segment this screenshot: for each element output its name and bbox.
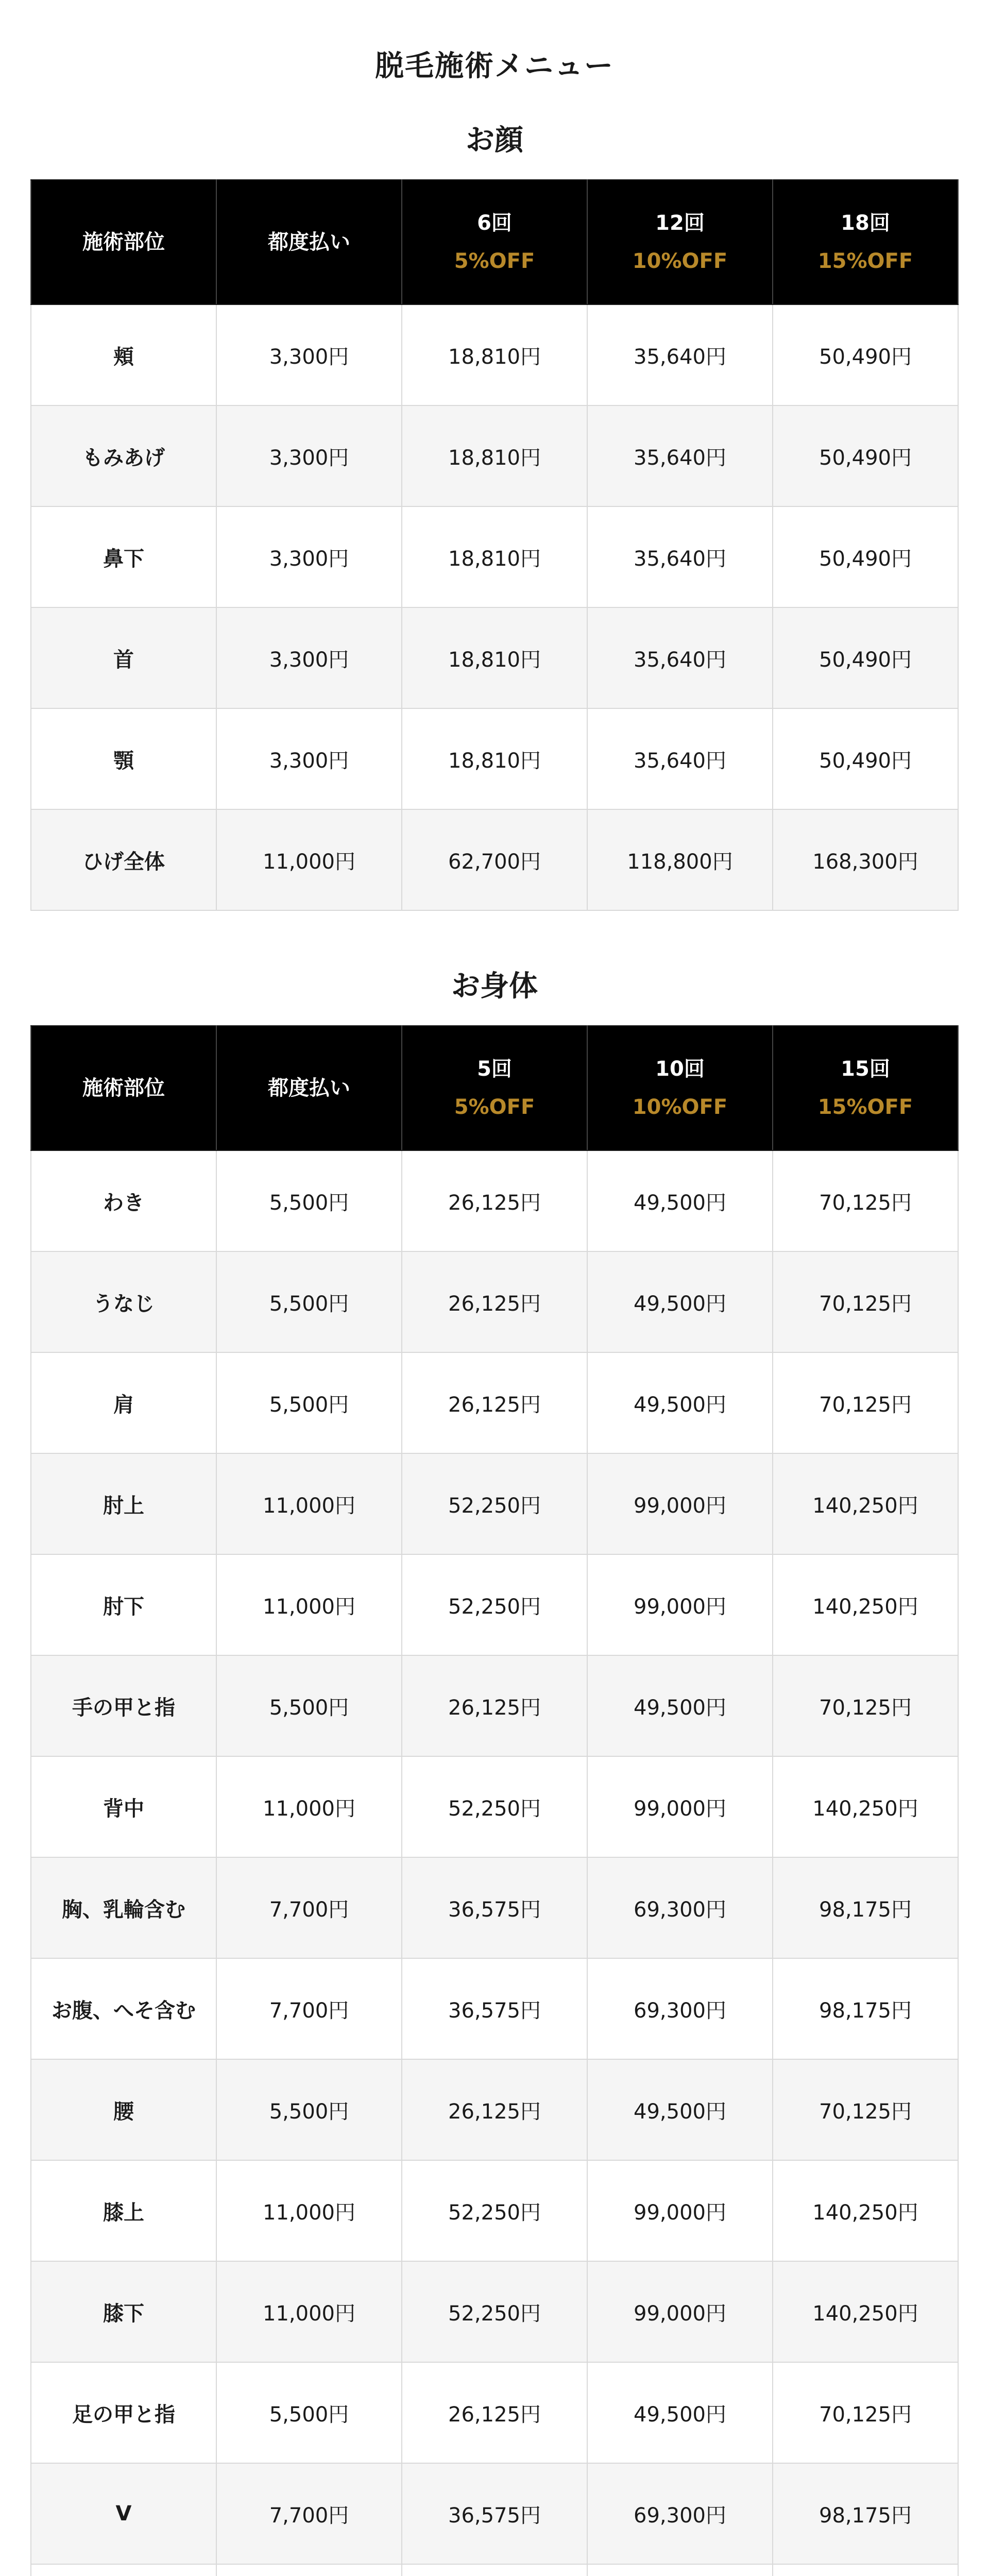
table-row bbox=[31, 1352, 958, 1453]
table-row bbox=[31, 1756, 958, 1857]
header-part: 施術部位 bbox=[31, 1026, 216, 1150]
cell-course-3-price: 70,125円 bbox=[773, 1150, 958, 1251]
cell-course-3-price: 140,250円 bbox=[773, 1554, 958, 1655]
page-title: 脱毛施術メニュー bbox=[375, 49, 614, 83]
cell-single-price: 3,300円 bbox=[216, 708, 402, 809]
section-title-body: お身体 bbox=[451, 969, 538, 1003]
body-price-table bbox=[30, 1025, 959, 2576]
cell-course-2-price: 35,640円 bbox=[587, 304, 773, 405]
table-row bbox=[31, 1150, 958, 1251]
cell-course-2-price: 69,300円 bbox=[587, 2463, 773, 2564]
cell-course-1-price: 62,700円 bbox=[402, 809, 587, 910]
cell-single-price bbox=[216, 2564, 402, 2576]
cell-course-3-price: 50,490円 bbox=[773, 708, 958, 809]
cell-course-1-price: 26,125円 bbox=[402, 1251, 587, 1352]
cell-course-3-price: 70,125円 bbox=[773, 1655, 958, 1756]
table-header-row bbox=[31, 1026, 958, 1150]
cell-course-3-price: 50,490円 bbox=[773, 506, 958, 607]
cell-course-1-price: 36,575円 bbox=[402, 1958, 587, 2059]
header-single: 都度払い bbox=[216, 180, 402, 304]
course-discount: 10%OFF bbox=[632, 1095, 728, 1119]
table-row bbox=[31, 506, 958, 607]
cell-single-price: 11,000円 bbox=[216, 1453, 402, 1554]
cell-course-1-price: 18,810円 bbox=[402, 708, 587, 809]
course-count: 15回 bbox=[841, 1057, 890, 1081]
cell-course-3-price: 70,125円 bbox=[773, 1352, 958, 1453]
table-row bbox=[31, 2160, 958, 2261]
cell-single-price: 11,000円 bbox=[216, 1756, 402, 1857]
table-row bbox=[31, 2362, 958, 2463]
cell-course-3-price: 140,250円 bbox=[773, 2160, 958, 2261]
cell-course-3-price: 168,300円 bbox=[773, 809, 958, 910]
header-course-3 bbox=[773, 1026, 958, 1150]
cell-part: お腹、へそ含む bbox=[31, 1958, 216, 2059]
cell-course-3-price: 140,250円 bbox=[773, 1453, 958, 1554]
cell-part: 背中 bbox=[31, 1756, 216, 1857]
cell-course-3-price: 140,250円 bbox=[773, 2261, 958, 2362]
section-title-face: お顔 bbox=[466, 123, 523, 157]
cell-course-3-price: 50,490円 bbox=[773, 304, 958, 405]
table-row bbox=[31, 607, 958, 708]
cell-single-price: 11,000円 bbox=[216, 2261, 402, 2362]
cell-part bbox=[31, 2564, 216, 2576]
cell-single-price: 5,500円 bbox=[216, 1655, 402, 1756]
cell-course-2-price: 35,640円 bbox=[587, 506, 773, 607]
cell-single-price: 3,300円 bbox=[216, 506, 402, 607]
cell-part: 手の甲と指 bbox=[31, 1655, 216, 1756]
cell-course-2-price: 49,500円 bbox=[587, 2059, 773, 2160]
table-row bbox=[31, 1251, 958, 1352]
cell-course-2-price: 99,000円 bbox=[587, 2160, 773, 2261]
table-row bbox=[31, 2564, 958, 2576]
cell-part: 肩 bbox=[31, 1352, 216, 1453]
course-count: 18回 bbox=[841, 211, 890, 235]
cell-single-price: 5,500円 bbox=[216, 1251, 402, 1352]
cell-single-price: 11,000円 bbox=[216, 1554, 402, 1655]
course-discount: 15%OFF bbox=[817, 1095, 913, 1119]
cell-single-price: 5,500円 bbox=[216, 2059, 402, 2160]
cell-course-1-price: 26,125円 bbox=[402, 1352, 587, 1453]
cell-course-1-price: 26,125円 bbox=[402, 1150, 587, 1251]
cell-course-1-price: 36,575円 bbox=[402, 2463, 587, 2564]
face-price-table bbox=[30, 179, 959, 911]
cell-course-3-price: 70,125円 bbox=[773, 2059, 958, 2160]
cell-course-3-price: 140,250円 bbox=[773, 1756, 958, 1857]
cell-course-2-price: 99,000円 bbox=[587, 1756, 773, 1857]
table-row bbox=[31, 1958, 958, 2059]
cell-course-1-price: 52,250円 bbox=[402, 1554, 587, 1655]
course-discount: 10%OFF bbox=[632, 249, 728, 273]
table-row bbox=[31, 1453, 958, 1554]
cell-part: 顎 bbox=[31, 708, 216, 809]
table-row bbox=[31, 1857, 958, 1958]
cell-course-1-price: 52,250円 bbox=[402, 1453, 587, 1554]
cell-course-1-price: 26,125円 bbox=[402, 2362, 587, 2463]
cell-part: 首 bbox=[31, 607, 216, 708]
course-count: 10回 bbox=[655, 1057, 705, 1081]
header-course-3 bbox=[773, 180, 958, 304]
course-discount: 5%OFF bbox=[454, 249, 535, 273]
cell-course-2-price: 49,500円 bbox=[587, 2362, 773, 2463]
cell-course-2-price: 99,000円 bbox=[587, 2261, 773, 2362]
cell-single-price: 5,500円 bbox=[216, 1352, 402, 1453]
course-count: 6回 bbox=[477, 211, 512, 235]
cell-part: 頬 bbox=[31, 304, 216, 405]
cell-course-2-price: 49,500円 bbox=[587, 1150, 773, 1251]
cell-part: わき bbox=[31, 1150, 216, 1251]
cell-course-1-price: 18,810円 bbox=[402, 405, 587, 506]
cell-part: 鼻下 bbox=[31, 506, 216, 607]
cell-course-2-price: 35,640円 bbox=[587, 708, 773, 809]
header-course-2 bbox=[587, 1026, 773, 1150]
cell-course-1-price: 18,810円 bbox=[402, 607, 587, 708]
cell-course-3-price bbox=[773, 2564, 958, 2576]
header-part: 施術部位 bbox=[31, 180, 216, 304]
header-course-1 bbox=[402, 1026, 587, 1150]
cell-part: 肘下 bbox=[31, 1554, 216, 1655]
cell-course-2-price: 35,640円 bbox=[587, 607, 773, 708]
table-row bbox=[31, 304, 958, 405]
cell-course-1-price: 26,125円 bbox=[402, 1655, 587, 1756]
table-row bbox=[31, 2463, 958, 2564]
cell-course-2-price: 49,500円 bbox=[587, 1352, 773, 1453]
course-discount: 5%OFF bbox=[454, 1095, 535, 1119]
table-row bbox=[31, 2261, 958, 2362]
cell-course-2-price: 69,300円 bbox=[587, 1857, 773, 1958]
header-single: 都度払い bbox=[216, 1026, 402, 1150]
cell-course-1-price: 52,250円 bbox=[402, 2160, 587, 2261]
cell-part: もみあげ bbox=[31, 405, 216, 506]
cell-part: 足の甲と指 bbox=[31, 2362, 216, 2463]
table-row bbox=[31, 1655, 958, 1756]
table-header-row bbox=[31, 180, 958, 304]
cell-single-price: 7,700円 bbox=[216, 1958, 402, 2059]
cell-course-1-price: 26,125円 bbox=[402, 2059, 587, 2160]
header-course-1 bbox=[402, 180, 587, 304]
cell-course-2-price: 99,000円 bbox=[587, 1554, 773, 1655]
cell-course-3-price: 50,490円 bbox=[773, 405, 958, 506]
course-count: 5回 bbox=[477, 1057, 512, 1081]
cell-part: 腰 bbox=[31, 2059, 216, 2160]
header-course-2 bbox=[587, 180, 773, 304]
cell-course-3-price: 50,490円 bbox=[773, 607, 958, 708]
cell-single-price: 5,500円 bbox=[216, 1150, 402, 1251]
table-row bbox=[31, 405, 958, 506]
cell-course-2-price: 35,640円 bbox=[587, 405, 773, 506]
cell-course-2-price: 69,300円 bbox=[587, 1958, 773, 2059]
cell-single-price: 7,700円 bbox=[216, 1857, 402, 1958]
cell-single-price: 3,300円 bbox=[216, 607, 402, 708]
table-row bbox=[31, 809, 958, 910]
cell-course-1-price: 18,810円 bbox=[402, 506, 587, 607]
cell-course-3-price: 98,175円 bbox=[773, 1857, 958, 1958]
cell-course-2-price bbox=[587, 2564, 773, 2576]
table-row bbox=[31, 2059, 958, 2160]
cell-part: 胸、乳輪含む bbox=[31, 1857, 216, 1958]
cell-single-price: 11,000円 bbox=[216, 2160, 402, 2261]
course-count: 12回 bbox=[655, 211, 705, 235]
cell-part: 膝上 bbox=[31, 2160, 216, 2261]
cell-course-3-price: 98,175円 bbox=[773, 1958, 958, 2059]
cell-part: うなじ bbox=[31, 1251, 216, 1352]
cell-course-1-price: 52,250円 bbox=[402, 1756, 587, 1857]
cell-single-price: 5,500円 bbox=[216, 2362, 402, 2463]
cell-course-1-price: 18,810円 bbox=[402, 304, 587, 405]
cell-course-2-price: 49,500円 bbox=[587, 1251, 773, 1352]
table-row bbox=[31, 708, 958, 809]
cell-part: V bbox=[31, 2463, 216, 2564]
cell-single-price: 11,000円 bbox=[216, 809, 402, 910]
cell-part: ひげ全体 bbox=[31, 809, 216, 910]
cell-course-1-price bbox=[402, 2564, 587, 2576]
cell-course-1-price: 36,575円 bbox=[402, 1857, 587, 1958]
course-discount: 15%OFF bbox=[817, 249, 913, 273]
cell-course-2-price: 99,000円 bbox=[587, 1453, 773, 1554]
cell-part: 膝下 bbox=[31, 2261, 216, 2362]
cell-course-3-price: 98,175円 bbox=[773, 2463, 958, 2564]
cell-single-price: 7,700円 bbox=[216, 2463, 402, 2564]
cell-part: 肘上 bbox=[31, 1453, 216, 1554]
cell-single-price: 3,300円 bbox=[216, 405, 402, 506]
cell-course-2-price: 118,800円 bbox=[587, 809, 773, 910]
cell-course-3-price: 70,125円 bbox=[773, 2362, 958, 2463]
cell-course-1-price: 52,250円 bbox=[402, 2261, 587, 2362]
cell-course-3-price: 70,125円 bbox=[773, 1251, 958, 1352]
cell-single-price: 3,300円 bbox=[216, 304, 402, 405]
cell-course-2-price: 49,500円 bbox=[587, 1655, 773, 1756]
table-row bbox=[31, 1554, 958, 1655]
